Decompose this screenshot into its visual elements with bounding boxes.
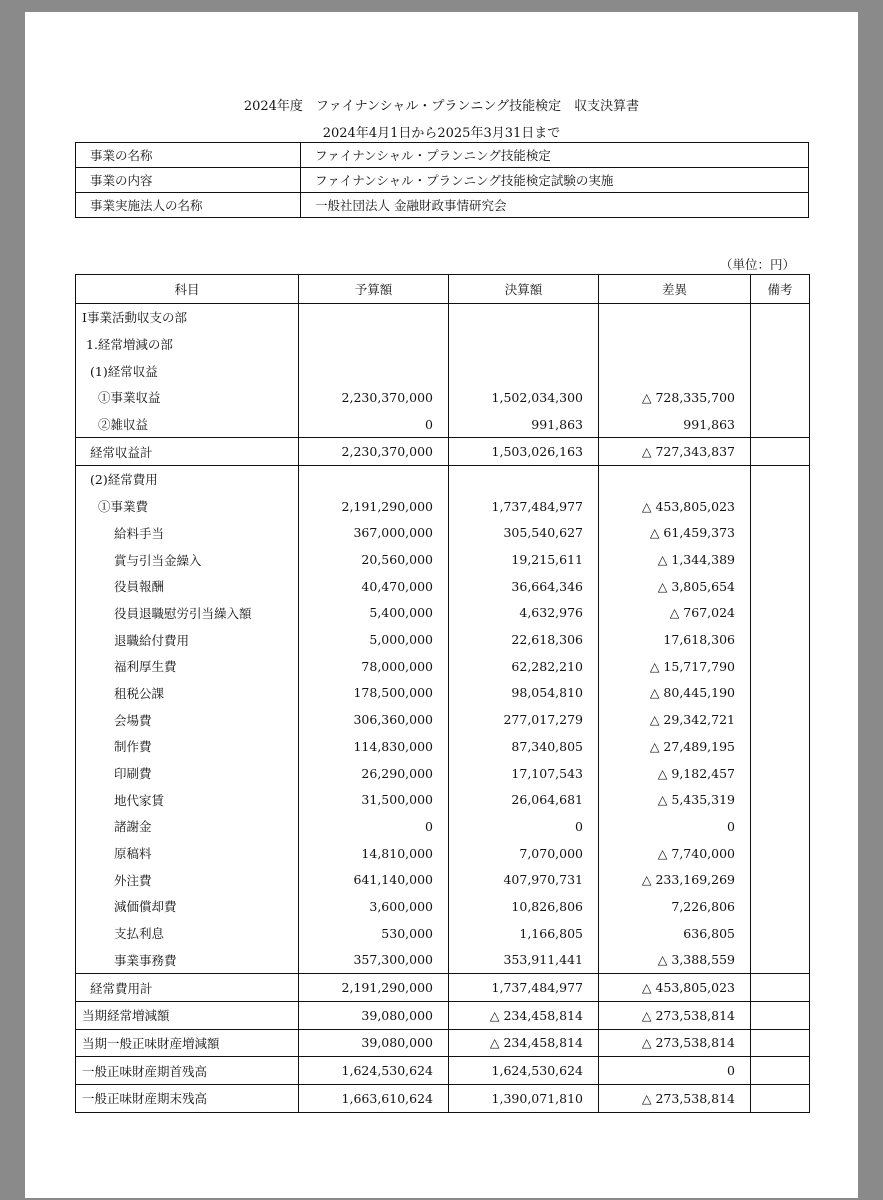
row-difference: △ 15,717,790 bbox=[599, 653, 751, 680]
table-row bbox=[76, 893, 810, 920]
row-remarks bbox=[751, 786, 810, 813]
row-remarks bbox=[751, 493, 810, 520]
row-actual: 1,737,484,977 bbox=[449, 493, 599, 520]
info-value: ファイナンシャル・プランニング技能検定 bbox=[301, 143, 809, 168]
row-remarks bbox=[751, 438, 810, 466]
row-budget: 0 bbox=[299, 813, 449, 840]
table-row bbox=[76, 573, 810, 600]
row-budget: 530,000 bbox=[299, 920, 449, 947]
row-remarks bbox=[751, 626, 810, 653]
table-row bbox=[76, 653, 810, 680]
table-row bbox=[76, 331, 810, 358]
table-row bbox=[76, 304, 810, 331]
row-difference: △ 3,805,654 bbox=[599, 573, 751, 600]
row-difference: △ 767,024 bbox=[599, 600, 751, 627]
row-budget: 1,663,610,624 bbox=[299, 1084, 449, 1112]
table-row bbox=[76, 706, 810, 733]
row-budget: 3,600,000 bbox=[299, 893, 449, 920]
row-label: 役員報酬 bbox=[76, 573, 299, 600]
row-remarks bbox=[751, 706, 810, 733]
row-label: 一般正味財産期末残高 bbox=[76, 1084, 299, 1112]
info-value: ファイナンシャル・プランニング技能検定試験の実施 bbox=[301, 168, 809, 193]
row-remarks bbox=[751, 573, 810, 600]
unit-label: （単位：円） bbox=[719, 257, 795, 272]
row-budget: 2,230,370,000 bbox=[299, 384, 449, 411]
row-difference: △ 453,805,023 bbox=[599, 974, 751, 1002]
row-budget: 306,360,000 bbox=[299, 706, 449, 733]
table-row bbox=[76, 974, 810, 1002]
row-difference: 7,226,806 bbox=[599, 893, 751, 920]
row-difference: △ 29,342,721 bbox=[599, 706, 751, 733]
table-row bbox=[76, 840, 810, 867]
table-row bbox=[76, 733, 810, 760]
row-difference bbox=[599, 331, 751, 358]
row-label: 印刷費 bbox=[76, 760, 299, 787]
header-budget: 予算額 bbox=[299, 275, 449, 304]
row-label: 諸謝金 bbox=[76, 813, 299, 840]
row-budget: 20,560,000 bbox=[299, 546, 449, 573]
row-budget: 178,500,000 bbox=[299, 680, 449, 707]
row-label: ①事業費 bbox=[76, 493, 299, 520]
table-row bbox=[76, 466, 810, 493]
row-budget: 31,500,000 bbox=[299, 786, 449, 813]
row-label: 制作費 bbox=[76, 733, 299, 760]
row-actual: 305,540,627 bbox=[449, 520, 599, 547]
info-row bbox=[76, 143, 809, 168]
row-difference: 17,618,306 bbox=[599, 626, 751, 653]
row-remarks bbox=[751, 546, 810, 573]
row-difference: △ 7,740,000 bbox=[599, 840, 751, 867]
row-label: 外注費 bbox=[76, 866, 299, 893]
row-budget: 78,000,000 bbox=[299, 653, 449, 680]
row-actual bbox=[449, 466, 599, 493]
row-remarks bbox=[751, 411, 810, 438]
row-label: (1)経常収益 bbox=[76, 357, 299, 384]
row-label: (2)経常費用 bbox=[76, 466, 299, 493]
row-difference: 636,805 bbox=[599, 920, 751, 947]
row-difference bbox=[599, 466, 751, 493]
table-row bbox=[76, 626, 810, 653]
row-budget: 357,300,000 bbox=[299, 947, 449, 974]
row-actual: 1,390,071,810 bbox=[449, 1084, 599, 1112]
row-budget: 5,000,000 bbox=[299, 626, 449, 653]
header-actual: 決算額 bbox=[449, 275, 599, 304]
row-difference: △ 80,445,190 bbox=[599, 680, 751, 707]
table-row bbox=[76, 1084, 810, 1112]
row-difference: △ 728,335,700 bbox=[599, 384, 751, 411]
row-label: 支払利息 bbox=[76, 920, 299, 947]
row-budget: 114,830,000 bbox=[299, 733, 449, 760]
row-remarks bbox=[751, 384, 810, 411]
row-difference: △ 27,489,195 bbox=[599, 733, 751, 760]
row-remarks bbox=[751, 1029, 810, 1057]
row-difference: △ 273,538,814 bbox=[599, 1029, 751, 1057]
row-difference: △ 61,459,373 bbox=[599, 520, 751, 547]
row-label: 地代家賃 bbox=[76, 786, 299, 813]
row-label: 給料手当 bbox=[76, 520, 299, 547]
row-label: 会場費 bbox=[76, 706, 299, 733]
row-remarks bbox=[751, 1001, 810, 1029]
document-title: 2024年度 ファイナンシャル・プランニング技能検定 収支決算書 bbox=[243, 99, 640, 114]
row-actual bbox=[449, 357, 599, 384]
table-row bbox=[76, 786, 810, 813]
row-actual: 1,737,484,977 bbox=[449, 974, 599, 1002]
row-budget: 26,290,000 bbox=[299, 760, 449, 787]
row-budget bbox=[299, 331, 449, 358]
table-row bbox=[76, 600, 810, 627]
info-key: 事業の内容 bbox=[76, 168, 301, 193]
info-table bbox=[75, 142, 809, 218]
financial-table bbox=[75, 274, 810, 1113]
row-actual: 1,503,026,163 bbox=[449, 438, 599, 466]
table-row bbox=[76, 947, 810, 974]
row-budget: 14,810,000 bbox=[299, 840, 449, 867]
row-label: 事業事務費 bbox=[76, 947, 299, 974]
table-row bbox=[76, 1057, 810, 1085]
row-actual bbox=[449, 304, 599, 331]
table-row bbox=[76, 1029, 810, 1057]
row-actual: △ 234,458,814 bbox=[449, 1029, 599, 1057]
row-budget: 39,080,000 bbox=[299, 1001, 449, 1029]
row-actual: 98,054,810 bbox=[449, 680, 599, 707]
row-budget: 641,140,000 bbox=[299, 866, 449, 893]
row-budget: 0 bbox=[299, 411, 449, 438]
row-actual: 1,166,805 bbox=[449, 920, 599, 947]
row-label: 経常費用計 bbox=[76, 974, 299, 1002]
row-difference: 0 bbox=[599, 1057, 751, 1085]
info-key: 事業の名称 bbox=[76, 143, 301, 168]
row-remarks bbox=[751, 866, 810, 893]
row-label: 当期経常増減額 bbox=[76, 1001, 299, 1029]
row-remarks bbox=[751, 813, 810, 840]
table-row bbox=[76, 546, 810, 573]
row-actual: 277,017,279 bbox=[449, 706, 599, 733]
row-actual: 36,664,346 bbox=[449, 573, 599, 600]
row-actual: 407,970,731 bbox=[449, 866, 599, 893]
header-difference: 差異 bbox=[599, 275, 751, 304]
row-remarks bbox=[751, 920, 810, 947]
row-remarks bbox=[751, 733, 810, 760]
table-row bbox=[76, 1001, 810, 1029]
row-label: 減価償却費 bbox=[76, 893, 299, 920]
document-page bbox=[25, 12, 858, 1198]
row-budget bbox=[299, 466, 449, 493]
row-difference: △ 273,538,814 bbox=[599, 1084, 751, 1112]
table-row bbox=[76, 411, 810, 438]
row-remarks bbox=[751, 520, 810, 547]
row-remarks bbox=[751, 653, 810, 680]
row-label: 福利厚生費 bbox=[76, 653, 299, 680]
row-label: ②雑収益 bbox=[76, 411, 299, 438]
row-difference: 0 bbox=[599, 813, 751, 840]
row-remarks bbox=[751, 1084, 810, 1112]
row-label: 一般正味財産期首残高 bbox=[76, 1057, 299, 1085]
row-remarks bbox=[751, 680, 810, 707]
table-row bbox=[76, 357, 810, 384]
info-key: 事業実施法人の名称 bbox=[76, 193, 301, 218]
row-actual bbox=[449, 331, 599, 358]
row-label: ①事業収益 bbox=[76, 384, 299, 411]
info-value: 一般社団法人 金融財政事情研究会 bbox=[301, 193, 809, 218]
row-actual: 17,107,543 bbox=[449, 760, 599, 787]
row-label: 賞与引当金繰入 bbox=[76, 546, 299, 573]
row-difference: 991,863 bbox=[599, 411, 751, 438]
row-difference: △ 233,169,269 bbox=[599, 866, 751, 893]
table-row bbox=[76, 920, 810, 947]
row-actual: 19,215,611 bbox=[449, 546, 599, 573]
row-difference: △ 9,182,457 bbox=[599, 760, 751, 787]
row-actual: △ 234,458,814 bbox=[449, 1001, 599, 1029]
row-actual: 22,618,306 bbox=[449, 626, 599, 653]
table-row bbox=[76, 760, 810, 787]
row-actual: 1,502,034,300 bbox=[449, 384, 599, 411]
row-difference bbox=[599, 357, 751, 384]
table-row bbox=[76, 384, 810, 411]
row-label: 当期一般正味財産増減額 bbox=[76, 1029, 299, 1057]
row-remarks bbox=[751, 600, 810, 627]
table-row bbox=[76, 438, 810, 466]
row-actual: 353,911,441 bbox=[449, 947, 599, 974]
header-subject: 科目 bbox=[76, 275, 299, 304]
row-label: 経常収益計 bbox=[76, 438, 299, 466]
row-difference: △ 453,805,023 bbox=[599, 493, 751, 520]
row-remarks bbox=[751, 331, 810, 358]
row-budget: 1,624,530,624 bbox=[299, 1057, 449, 1085]
row-label: 原稿料 bbox=[76, 840, 299, 867]
row-budget: 367,000,000 bbox=[299, 520, 449, 547]
row-actual: 1,624,530,624 bbox=[449, 1057, 599, 1085]
row-label: Ⅰ事業活動収支の部 bbox=[76, 304, 299, 331]
row-difference bbox=[599, 304, 751, 331]
row-budget bbox=[299, 304, 449, 331]
table-row bbox=[76, 866, 810, 893]
row-remarks bbox=[751, 1057, 810, 1085]
row-remarks bbox=[751, 974, 810, 1002]
row-remarks bbox=[751, 357, 810, 384]
table-row bbox=[76, 493, 810, 520]
row-actual: 991,863 bbox=[449, 411, 599, 438]
row-remarks bbox=[751, 760, 810, 787]
row-label: 役員退職慰労引当繰入額 bbox=[76, 600, 299, 627]
row-remarks bbox=[751, 947, 810, 974]
row-budget: 2,230,370,000 bbox=[299, 438, 449, 466]
row-actual: 26,064,681 bbox=[449, 786, 599, 813]
row-difference: △ 3,388,559 bbox=[599, 947, 751, 974]
header-remarks: 備考 bbox=[751, 275, 810, 304]
row-remarks bbox=[751, 466, 810, 493]
row-budget: 2,191,290,000 bbox=[299, 974, 449, 1002]
row-actual: 62,282,210 bbox=[449, 653, 599, 680]
row-difference: △ 727,343,837 bbox=[599, 438, 751, 466]
row-difference: △ 1,344,389 bbox=[599, 546, 751, 573]
table-header-row bbox=[76, 275, 810, 304]
table-row bbox=[76, 813, 810, 840]
row-difference: △ 273,538,814 bbox=[599, 1001, 751, 1029]
row-budget bbox=[299, 357, 449, 384]
row-label: 1.経常増減の部 bbox=[76, 331, 299, 358]
info-row bbox=[76, 168, 809, 193]
row-actual: 7,070,000 bbox=[449, 840, 599, 867]
row-budget: 2,191,290,000 bbox=[299, 493, 449, 520]
row-remarks bbox=[751, 304, 810, 331]
table-row bbox=[76, 520, 810, 547]
row-budget: 39,080,000 bbox=[299, 1029, 449, 1057]
row-actual: 4,632,976 bbox=[449, 600, 599, 627]
row-label: 退職給付費用 bbox=[76, 626, 299, 653]
document-period: 2024年4月1日から2025年3月31日まで bbox=[322, 126, 561, 141]
row-budget: 40,470,000 bbox=[299, 573, 449, 600]
row-actual: 10,826,806 bbox=[449, 893, 599, 920]
row-actual: 0 bbox=[449, 813, 599, 840]
row-remarks bbox=[751, 893, 810, 920]
row-actual: 87,340,805 bbox=[449, 733, 599, 760]
row-budget: 5,400,000 bbox=[299, 600, 449, 627]
info-row bbox=[76, 193, 809, 218]
row-label: 租税公課 bbox=[76, 680, 299, 707]
row-remarks bbox=[751, 840, 810, 867]
row-difference: △ 5,435,319 bbox=[599, 786, 751, 813]
table-row bbox=[76, 680, 810, 707]
